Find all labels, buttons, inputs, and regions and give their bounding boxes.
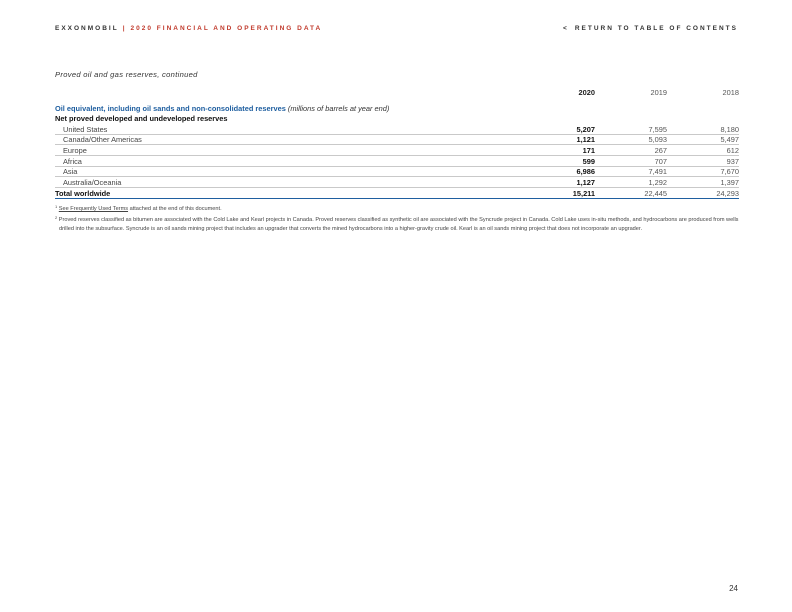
table-total-row [55,188,739,199]
table-title [55,104,389,113]
header-separator: | [122,25,127,32]
row-label: Europe [63,145,87,155]
cell-2020: 171 [582,145,595,155]
cell-2019: 7,491 [648,167,667,177]
footnotes [55,203,739,234]
table-row [55,167,739,178]
frequently-used-terms-link[interactable]: See Frequently Used Terms [58,206,129,212]
total-2018: 24,293 [716,188,739,198]
cell-2019: 1,292 [648,177,667,187]
table-row [55,145,739,156]
footnote-2 [55,214,739,234]
total-2019: 22,445 [644,188,667,198]
cell-2019: 707 [654,156,667,166]
row-label: Africa [63,156,82,166]
cell-2020: 1,121 [576,135,595,145]
cell-2020: 1,127 [576,177,595,187]
footnote-1-marker: 1 [55,204,58,209]
cell-2019: 5,093 [648,135,667,145]
table-row [55,124,739,135]
table-body [55,124,739,199]
table-subtitle: Net proved developed and undeveloped reserves [55,114,228,123]
footnote-2-marker: 2 [55,214,58,220]
footnote-1-text: attached at the end of this document. [128,206,222,212]
table-row [55,156,739,167]
row-label: Canada/Other Americas [63,135,142,145]
chevron-left-icon: < [563,25,569,32]
cell-2018: 8,180 [720,124,739,134]
table-title-text: Oil equivalent, including oil sands and non-consolidated reserves [55,104,286,113]
footnote-2-text: Proved reserves classified as bitumen are associated with the Cold Lake and Kearl projects in Canada. Proved reserves classified as synthetic oil are associated with the Syncrude project in Canada. Cold Lake uses in-situ methods, and hydrocarbons are produced from wells drilled into the subsurface. Syncrude is an oil sands mining project that includes an upgrader that converts the mined hydrocarbons into a higher-gravity crude oil. Kearl is an oil sands mining project that does not incorporate an upgrader. [58,216,739,232]
footnote-1 [55,203,739,214]
table-unit: (millions of barrels at year end) [287,104,390,113]
cell-2020: 599 [582,156,595,166]
column-header-2018: 2018 [722,88,739,97]
row-label: Australia/Oceania [63,177,122,187]
section-title: Proved oil and gas reserves, continued [55,70,198,79]
cell-2020: 5,207 [576,124,595,134]
cell-2018: 5,497 [720,135,739,145]
total-2020: 15,211 [572,188,595,198]
row-label: United States [63,124,108,134]
cell-2018: 937 [726,156,739,166]
return-link-label: RETURN TO TABLE OF CONTENTS [574,25,738,32]
column-header-2019: 2019 [650,88,667,97]
return-to-toc-link[interactable] [563,25,738,32]
cell-2019: 267 [654,145,667,155]
cell-2018: 1,397 [720,177,739,187]
cell-2019: 7,595 [648,124,667,134]
table-row [55,177,739,188]
column-header-2020: 2020 [578,88,595,97]
cell-2020: 6,986 [576,167,595,177]
total-label: Total worldwide [55,188,111,198]
cell-2018: 612 [726,145,739,155]
brand-name: EXXONMOBIL [55,25,119,32]
page-header [55,25,322,32]
page-number: 24 [729,584,738,593]
row-label: Asia [63,167,78,177]
table-row [55,135,739,146]
cell-2018: 7,670 [720,167,739,177]
report-title: 2020 FINANCIAL AND OPERATING DATA [130,25,323,32]
